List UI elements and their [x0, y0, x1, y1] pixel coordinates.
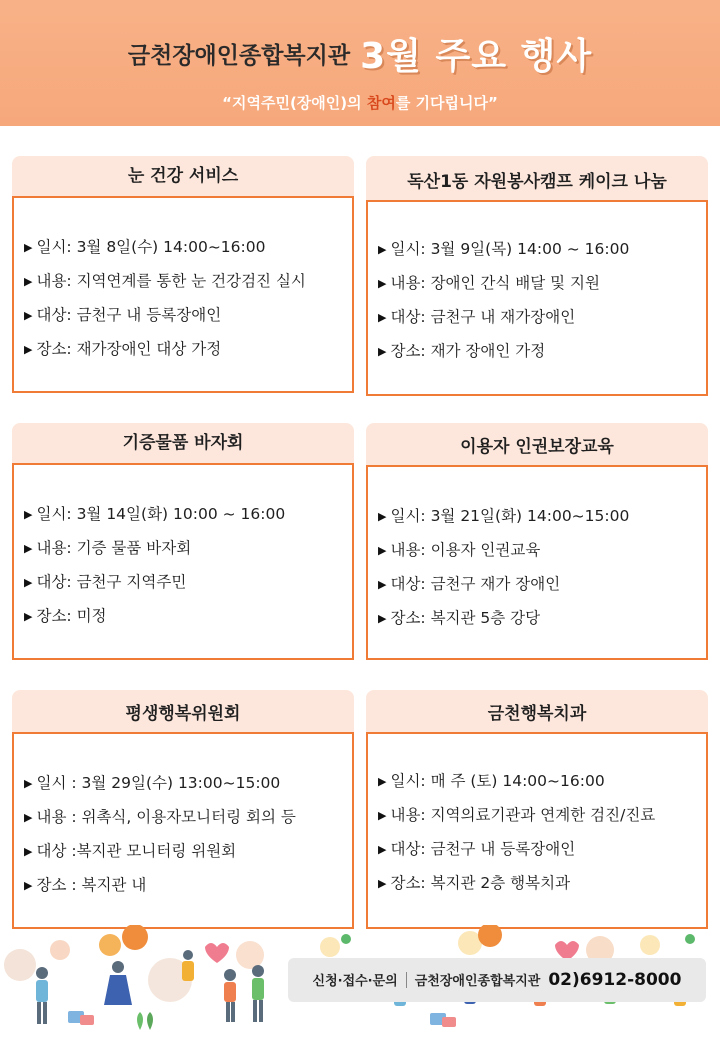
triangle-right-icon: ▶ [24, 309, 33, 322]
triangle-right-icon: ▶ [378, 345, 387, 358]
event-title: 독산1동 자원봉사캠프 케이크 나눔 [366, 156, 708, 200]
title-organization: 금천장애인종합복지관 [127, 43, 351, 69]
event-card-committee [12, 690, 354, 929]
triangle-right-icon: ▶ [24, 811, 33, 824]
event-content: ▶ 내용: 이용자 인권교육 [378, 533, 696, 567]
triangle-right-icon: ▶ [378, 277, 387, 290]
contact-divider [406, 972, 407, 988]
event-card-human-rights [366, 423, 708, 660]
triangle-right-icon: ▶ [24, 845, 33, 858]
event-target: ▶ 대상: 금천구 재가 장애인 [378, 567, 696, 601]
triangle-right-icon: ▶ [378, 877, 387, 890]
event-card-dental [366, 690, 708, 929]
subtitle-highlight: 참여 [366, 94, 396, 112]
event-place: ▶ 장소: 복지관 2층 행복치과 [378, 866, 696, 900]
triangle-right-icon: ▶ [24, 275, 33, 288]
event-place: ▶ 장소: 재가장애인 대상 가정 [24, 332, 342, 366]
event-title: 눈 건강 서비스 [12, 156, 354, 196]
triangle-right-icon: ▶ [24, 777, 33, 790]
triangle-right-icon: ▶ [378, 578, 387, 591]
event-card-eye-health [12, 156, 354, 393]
event-target: ▶ 대상: 금천구 내 등록장애인 [378, 832, 696, 866]
event-details [366, 200, 708, 396]
triangle-right-icon: ▶ [378, 544, 387, 557]
triangle-right-icon: ▶ [378, 843, 387, 856]
event-title: 금천행복치과 [366, 690, 708, 732]
triangle-right-icon: ▶ [378, 510, 387, 523]
event-content: ▶ 내용: 기증 물품 바자회 [24, 531, 342, 565]
contact-phone: 02)6912-8000 [548, 970, 682, 990]
event-details [12, 196, 354, 393]
event-place: ▶ 장소: 재가 장애인 가정 [378, 334, 696, 368]
event-card-bazaar [12, 423, 354, 660]
subtitle-after: 를 기다립니다” [395, 94, 498, 112]
triangle-right-icon: ▶ [24, 343, 33, 356]
event-date: ▶ 일시 : 3월 29일(수) 13:00~15:00 [24, 766, 342, 800]
event-content: ▶ 내용 : 위촉식, 이용자모니터링 회의 등 [24, 800, 342, 834]
event-content: ▶ 내용: 지역연계를 통한 눈 건강검진 실시 [24, 264, 342, 298]
triangle-right-icon: ▶ [24, 508, 33, 521]
event-details [366, 732, 708, 929]
contact-organization: 금천장애인종합복지관 [414, 974, 541, 989]
event-title: 평생행복위원회 [12, 690, 354, 732]
header-banner [0, 0, 720, 126]
event-details [366, 465, 708, 660]
event-content: ▶ 내용: 장애인 간식 배달 및 지원 [378, 266, 696, 300]
triangle-right-icon: ▶ [24, 241, 33, 254]
triangle-right-icon: ▶ [378, 311, 387, 324]
event-place: ▶ 장소: 복지관 5층 강당 [378, 601, 696, 635]
page-title [0, 28, 720, 79]
event-date: ▶ 일시: 3월 14일(화) 10:00 ~ 16:00 [24, 497, 342, 531]
title-event-month: 3월 주요 행사 [360, 36, 593, 77]
event-place: ▶ 장소: 미정 [24, 599, 342, 633]
contact-label: 신청·접수·문의 [312, 974, 398, 989]
event-title: 기증물품 바자회 [12, 423, 354, 463]
triangle-right-icon: ▶ [24, 879, 33, 892]
event-date: ▶ 일시: 3월 8일(수) 14:00~16:00 [24, 230, 342, 264]
triangle-right-icon: ▶ [378, 775, 387, 788]
triangle-right-icon: ▶ [24, 576, 33, 589]
event-details [12, 732, 354, 929]
event-target: ▶ 대상: 금천구 지역주민 [24, 565, 342, 599]
subtitle-before: “지역주민(장애인)의 [222, 94, 367, 112]
event-date: ▶ 일시: 매 주 (토) 14:00~16:00 [378, 764, 696, 798]
event-title: 이용자 인권보장교육 [366, 423, 708, 465]
event-date: ▶ 일시: 3월 21일(화) 14:00~15:00 [378, 499, 696, 533]
subtitle [0, 92, 720, 113]
event-target: ▶ 대상: 금천구 내 등록장애인 [24, 298, 342, 332]
triangle-right-icon: ▶ [378, 809, 387, 822]
triangle-right-icon: ▶ [24, 610, 33, 623]
event-card-cake-sharing [366, 156, 708, 396]
event-content: ▶ 내용: 지역의료기관과 연계한 검진/진료 [378, 798, 696, 832]
event-target: ▶ 대상 :복지관 모니터링 위원회 [24, 834, 342, 868]
event-details [12, 463, 354, 660]
triangle-right-icon: ▶ [378, 243, 387, 256]
triangle-right-icon: ▶ [378, 612, 387, 625]
event-place: ▶ 장소 : 복지관 내 [24, 868, 342, 902]
triangle-right-icon: ▶ [24, 542, 33, 555]
contact-info [288, 958, 706, 1002]
event-date: ▶ 일시: 3월 9일(목) 14:00 ~ 16:00 [378, 232, 696, 266]
event-target: ▶ 대상: 금천구 내 재가장애인 [378, 300, 696, 334]
